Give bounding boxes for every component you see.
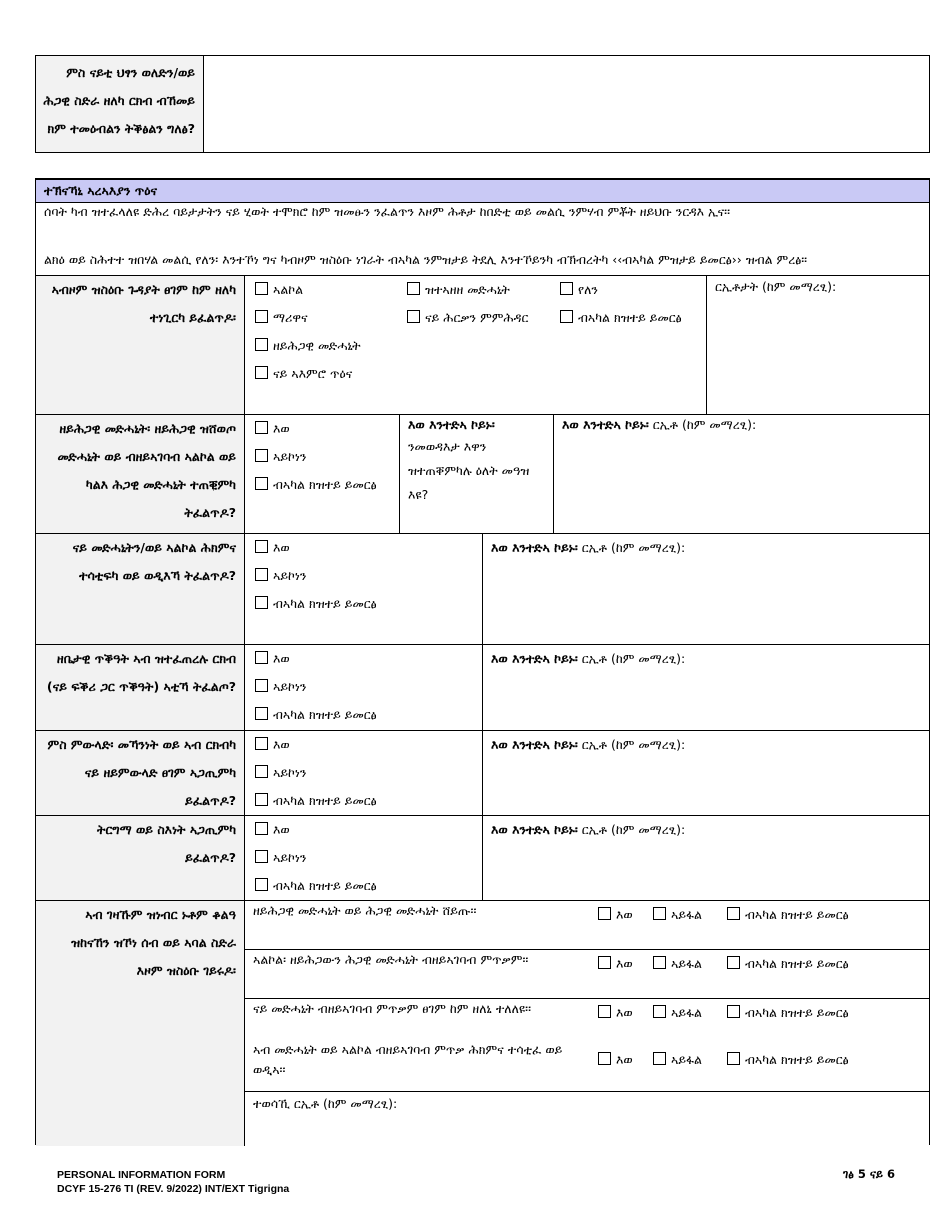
- checkbox[interactable]: [407, 282, 420, 295]
- q7-item-3-no[interactable]: ኣይፋል: [653, 999, 702, 1027]
- page-number: ገፅ 5 ናይ 6: [843, 1167, 895, 1181]
- section-intro: [35, 202, 930, 276]
- q1-options-a: [255, 276, 361, 388]
- q7-item-4-text: ኣብ መድሓኒት ወይ ኣልኮል ብዘይኣገባብ ምጥቃ ሕክምና ተሳቲፈ ወይ ወዲኣ፡፡: [253, 1042, 563, 1077]
- q1-row: [35, 275, 930, 415]
- q2-comment-label: ርኢቶ (ከም መማረፂ):: [652, 417, 757, 432]
- q6-option-in-person[interactable]: ብኣካል ክዝተይ ይመርፅ: [255, 872, 377, 900]
- q1-option-alcohol[interactable]: ኣልኮል: [255, 276, 361, 304]
- q6-comment-label: ርኢቶ (ከም መማረፂ):: [581, 822, 686, 837]
- checkbox[interactable]: [255, 596, 268, 609]
- q6-option-yes[interactable]: እወ: [255, 816, 377, 844]
- q5-option-in-person[interactable]: ብኣካል ክዝተይ ይመርፅ: [255, 787, 377, 815]
- q5-options: [255, 731, 377, 815]
- checkbox[interactable]: [727, 907, 740, 920]
- q1-option-none[interactable]: የለን: [560, 276, 700, 304]
- checkbox[interactable]: [255, 338, 268, 351]
- q7-comment-field[interactable]: ተወሳኺ ርኢቶ (ከም መማረፂ):: [253, 1096, 398, 1111]
- form-title: PERSONAL INFORMATION FORM: [57, 1169, 226, 1181]
- q7-row: [35, 900, 930, 1145]
- checkbox[interactable]: [598, 907, 611, 920]
- q3-row: [35, 533, 930, 645]
- q7-item-4-no[interactable]: ኣይፋል: [653, 1046, 702, 1074]
- checkbox[interactable]: [255, 366, 268, 379]
- q1-option-mental-health[interactable]: ናይ ኣእምሮ ጥዕና: [255, 360, 361, 388]
- top-question-label: ምስ ናይቲ ህፃን ወለድን/ወይ ሕጋዊ ስድራ ዘለካ ርክብ ብኸመይ ክም ተመዕብልን ትቕፅልን ግለፅ?: [36, 56, 204, 152]
- checkbox[interactable]: [407, 310, 420, 323]
- q2-last-use-field[interactable]: [399, 415, 553, 533]
- q1-option-marijuana[interactable]: ማሪዋና: [255, 304, 361, 332]
- q6-comment-field[interactable]: [482, 816, 929, 900]
- top-question-answer-field[interactable]: [204, 56, 929, 152]
- q7-item-2-no[interactable]: ኣይፋል: [653, 950, 702, 978]
- q3-option-yes[interactable]: እወ: [255, 534, 377, 562]
- q1-options-c: [560, 276, 700, 332]
- q1-options-b: [407, 276, 528, 332]
- q3-options: [255, 534, 377, 618]
- checkbox[interactable]: [255, 477, 268, 490]
- q4-if-yes: እወ እንተድኣ ኮይኑ፡: [491, 651, 578, 666]
- q5-option-yes[interactable]: እወ: [255, 731, 377, 759]
- q4-label: ዘቤታዊ ጥቕዓት ኣብ ዝተፈጠረሉ ርክብ (ናይ ፍቕሪ ጋር ጥቕዓት) ኣቲኻ ትፈልጦ?: [36, 645, 245, 730]
- q4-option-no[interactable]: ኣይኮነን: [255, 673, 377, 701]
- q4-options: [255, 645, 377, 729]
- q7-item-1-in-person[interactable]: ብኣካል ክዝተይ ይመርፅ: [727, 901, 849, 929]
- q7-item-1-text: ዘይሕጋዊ መድሓኒት ወይ ሕጋዊ መድሓኒት ሸይጡ፡፡: [253, 903, 477, 918]
- q3-comment-label: ርኢቶ (ከም መማረፂ):: [581, 540, 686, 555]
- q7-item-3-in-person[interactable]: ብኣካል ክዝተይ ይመርፅ: [727, 999, 849, 1027]
- q6-if-yes: እወ እንተድኣ ኮይኑ፡: [491, 822, 578, 837]
- q2-options: [255, 415, 395, 499]
- q6-option-no[interactable]: ኣይኮነን: [255, 844, 377, 872]
- q2-if-yes: እወ እንተድኣ ኮይኑ፡: [562, 417, 649, 432]
- checkbox[interactable]: [598, 1052, 611, 1065]
- q3-label: ናይ መድሓኒትን/ወይ ኣልኮል ሕክምና ተሳቲፍካ ወይ ወዲእኻ ትፈልጥዶ?: [36, 534, 245, 644]
- q2-option-yes[interactable]: እወ: [255, 415, 395, 443]
- q2-label: ዘይሕጋዊ መድሓኒት፡ ዘይሕጋዊ ዝሸወጦ መድሓኒት ወይ ብዘይኣገባብ ኣልኮል ወይ ካልእ ሕጋዊ መድሓኒት ተጠቒምካ ትፈልጥዶ?: [36, 415, 245, 533]
- q7-label: ኣብ ገዛኹም ዝነብር ኑቶም ቆልዓ ዝከናኸን ዝኾነ ሰብ ወይ ኣባል ስድራ እዞም ዝስዕቡ ገይሩዶ፡: [36, 901, 245, 1146]
- q1-option-prescription[interactable]: ዝተኣዘዘ መድሓኒት: [407, 276, 528, 304]
- q7-item-4-in-person[interactable]: ብኣካል ክዝተይ ይመርፅ: [727, 1046, 849, 1074]
- q6-options: [255, 816, 377, 900]
- q2-option-in-person[interactable]: ብኣካል ክዝተይ ይመርፅ: [255, 471, 395, 499]
- intro-paragraph-2: ልክዕ ወይ ስሕተተ ዝበሃል መልሲ የለን፡ እንተኾነ ግና ካብዞም ዝስዕቡ ነገራት ብኣካል ንምዝታይ ትደሊ እንተኾይንካ ብኽብረትካ ‹‹ብኣካል ምዝታይ ይመርፅ›› ዝብል ምረፅ፡፡: [44, 252, 808, 267]
- checkbox[interactable]: [255, 310, 268, 323]
- q5-if-yes: እወ እንተድኣ ኮይኑ፡: [491, 737, 578, 752]
- checkbox[interactable]: [727, 1005, 740, 1018]
- q7-item-1-no[interactable]: ኣይፋል: [653, 901, 702, 929]
- q6-row: [35, 815, 930, 901]
- q4-option-yes[interactable]: እወ: [255, 645, 377, 673]
- q7-item-3-yes[interactable]: እወ: [598, 999, 633, 1027]
- q7-item-1-yes[interactable]: እወ: [598, 901, 633, 929]
- checkbox[interactable]: [255, 651, 268, 664]
- q1-comment-field[interactable]: ርኢቶታት (ከም መማረፂ):: [706, 276, 929, 414]
- form-code: DCYF 15-276 TI (REV. 9/2022) INT/EXT Tigrigna: [57, 1183, 290, 1195]
- checkbox[interactable]: [653, 956, 666, 969]
- footer-form-info: [57, 1168, 289, 1196]
- intro-paragraph-1: ሰባት ካብ ዝተፈላለዩ ድሕረ ባይታታትን ናይ ሂወት ተሞክሮ ከም ዝመፁን ንፈልጥን እዞም ሕቶታ ከበድቲ ወይ መልሲ ንምሃብ ምቾት ዘይህቡ ንርዳእ ኢና፡፡: [44, 204, 731, 219]
- q2-option-no[interactable]: ኣይኮነን: [255, 443, 395, 471]
- section-header: ተኽናኻኒ ኣረኣእያን ጥዕና: [35, 178, 930, 203]
- checkbox[interactable]: [255, 822, 268, 835]
- checkbox[interactable]: [560, 282, 573, 295]
- q7-item-3-text: ናይ መድሓኒት ብዘይኣገባብ ምጥቃም ፀገም ከም ዘለኒ ተለለዩ፡፡: [253, 1001, 532, 1016]
- q5-row: [35, 730, 930, 816]
- checkbox[interactable]: [255, 449, 268, 462]
- q4-row: [35, 644, 930, 731]
- q7-item-2-text: ኣልኮል፡ ዘይሕጋውን ሕጋዊ መድሓኒት ብዘይኣገባብ ምጥቃም፡፡: [253, 952, 529, 967]
- q4-option-in-person[interactable]: ብኣካል ክዝተይ ይመርፅ: [255, 701, 377, 729]
- checkbox[interactable]: [255, 679, 268, 692]
- checkbox[interactable]: [653, 1052, 666, 1065]
- q7-item-4-yes[interactable]: እወ: [598, 1046, 633, 1074]
- q7-item-2-yes[interactable]: እወ: [598, 950, 633, 978]
- checkbox[interactable]: [255, 737, 268, 750]
- checkbox[interactable]: [255, 421, 268, 434]
- q3-comment-field[interactable]: [482, 534, 929, 644]
- q2-last-use-question: ንመወዳእታ እዋን ዝተጠቐምካሉ ዕለት መዓዝ እዩ?: [408, 439, 530, 502]
- checkbox[interactable]: [255, 850, 268, 863]
- q3-option-in-person[interactable]: ብኣካል ክዝተይ ይመርፅ: [255, 590, 377, 618]
- q5-comment-field[interactable]: [482, 731, 929, 815]
- checkbox[interactable]: [255, 765, 268, 778]
- checkbox[interactable]: [727, 956, 740, 969]
- checkbox[interactable]: [255, 540, 268, 553]
- checkbox[interactable]: [653, 907, 666, 920]
- q3-if-yes: እወ እንተድኣ ኮይኑ፡: [491, 540, 578, 555]
- q1-option-illegal-drugs[interactable]: ዘይሕጋዊ መድሓኒት: [255, 332, 361, 360]
- q2-row: [35, 414, 930, 534]
- q5-option-no[interactable]: ኣይኮነን: [255, 759, 377, 787]
- checkbox[interactable]: [727, 1052, 740, 1065]
- q4-comment-label: ርኢቶ (ከም መማረፂ):: [581, 651, 686, 666]
- q1-option-in-person[interactable]: ብኣካል ክዝተይ ይመርፅ: [560, 304, 700, 332]
- q1-label: ኣብዞም ዝስዕቡ ጉዳያት ፀገም ከም ዘለካ ተነጊርካ ይፈልጥዶ፡: [36, 276, 245, 414]
- q5-label: ምስ ምውላድ፡ መኻንነት ወይ ኣብ ርክብካ ናይ ዘይምውላድ ፀገም ኣጋጢምካ ይፈልጥዶ?: [36, 731, 245, 815]
- q3-option-no[interactable]: ኣይኮነን: [255, 562, 377, 590]
- checkbox[interactable]: [255, 878, 268, 891]
- top-question-table: [35, 55, 930, 153]
- q2-if-yes-label: እወ እንተድኣ ኮይኑ፡: [408, 417, 495, 432]
- q2-comment-field[interactable]: [553, 415, 929, 533]
- q5-comment-label: ርኢቶ (ከም መማረፂ):: [581, 737, 686, 752]
- checkbox[interactable]: [255, 568, 268, 581]
- q6-label: ትርግማ ወይ ስእነት ኣጋጢምካ ይፈልጥዶ?: [36, 816, 245, 900]
- checkbox[interactable]: [255, 793, 268, 806]
- checkbox[interactable]: [255, 707, 268, 720]
- q7-item-2-in-person[interactable]: ብኣካል ክዝተይ ይመርፅ: [727, 950, 849, 978]
- checkbox[interactable]: [255, 282, 268, 295]
- checkbox[interactable]: [560, 310, 573, 323]
- q4-comment-field[interactable]: [482, 645, 929, 730]
- checkbox[interactable]: [653, 1005, 666, 1018]
- checkbox[interactable]: [598, 956, 611, 969]
- checkbox[interactable]: [598, 1005, 611, 1018]
- q1-option-anger[interactable]: ናይ ሕርቃን ምምሕዳር: [407, 304, 528, 332]
